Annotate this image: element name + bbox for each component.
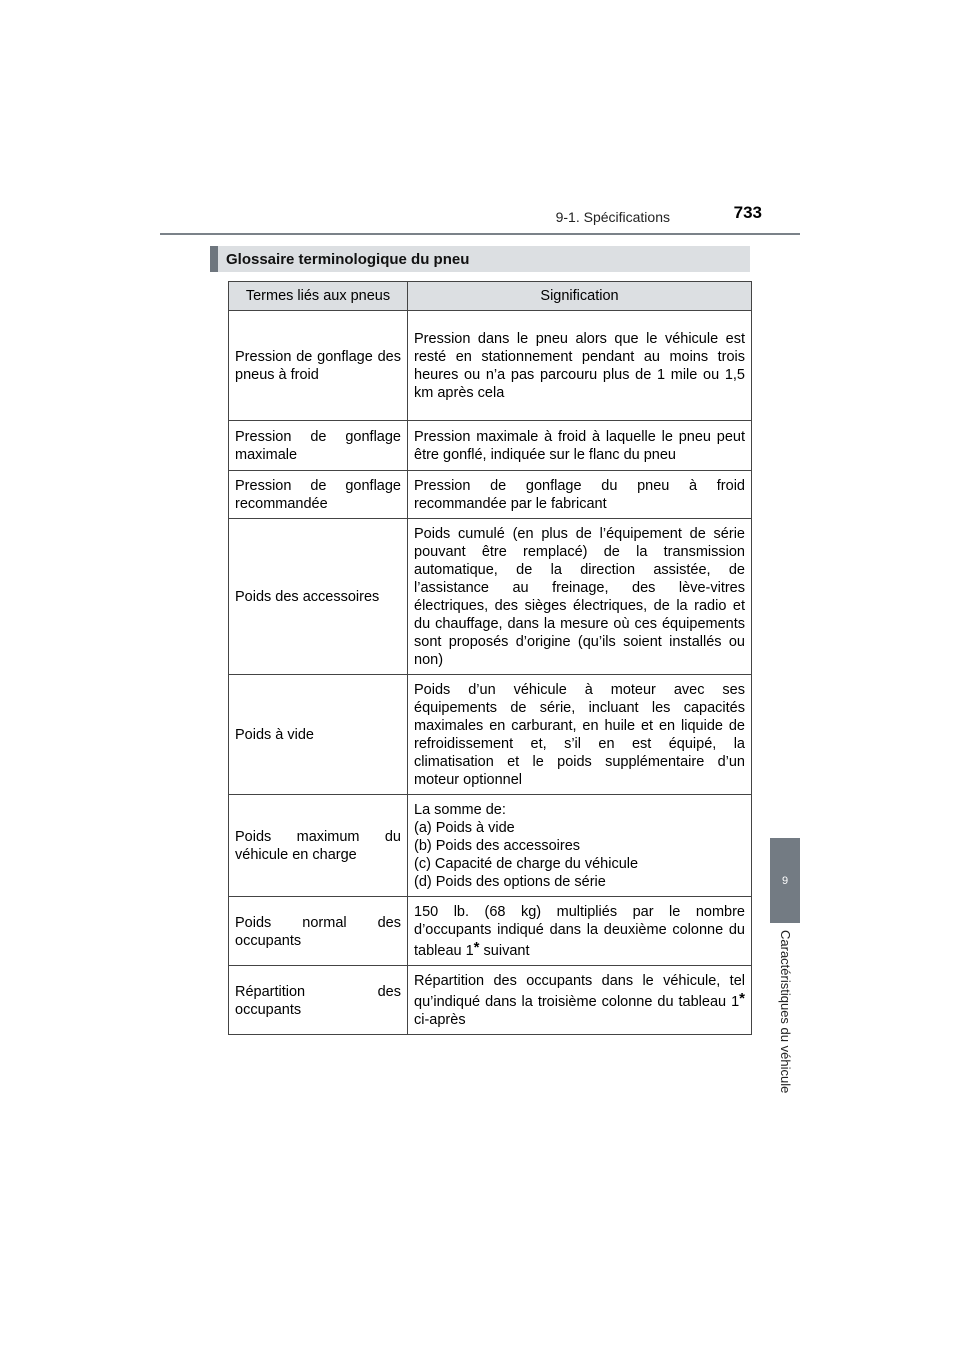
meaning-text: 150 lb. (68 kg) multipliés par le nombre d’occupants indiqué dans la deuxième colonne du tableau 1 bbox=[414, 904, 745, 959]
term-cell: Pression de gonflage des pneus à froid bbox=[229, 311, 408, 421]
term-cell: Répartition des occupants bbox=[229, 966, 408, 1035]
meaning-line: La somme de: bbox=[414, 802, 506, 818]
chapter-number: 9 bbox=[781, 874, 789, 887]
meaning-text-end: ci-après bbox=[414, 1012, 466, 1028]
meaning-cell: Pression maximale à froid à laquelle le pneu peut être gonflé, indiquée sur le flanc du pneu bbox=[408, 421, 752, 471]
table-row bbox=[229, 471, 752, 519]
table-row bbox=[229, 966, 752, 1035]
page-number: 733 bbox=[733, 203, 762, 222]
table-row bbox=[229, 519, 752, 675]
meaning-cell: Poids cumulé (en plus de l’équipement de série pouvant être remplacé) de la transmission automatique, de la direction assistée, de l’assistance au freinage, des lève-vitres électriques, des sièges électriques, de la radio et du chauffage, dans la mesure où ces équipements sont proposés d’origine (qu’ils soient installés ou non) bbox=[408, 519, 752, 675]
meaning-cell bbox=[408, 897, 752, 966]
term-cell: Poids normal des occupants bbox=[229, 897, 408, 966]
tire-glossary-table bbox=[228, 281, 752, 1035]
table-row bbox=[229, 897, 752, 966]
term-cell: Pression de gonflage recommandée bbox=[229, 471, 408, 519]
table-row bbox=[229, 311, 752, 421]
table-row bbox=[229, 421, 752, 471]
section-heading-text: Glossaire terminologique du pneu bbox=[226, 250, 470, 268]
meaning-line: (c) Capacité de charge du véhicule bbox=[414, 856, 639, 872]
term-cell: Pression de gonflage maximale bbox=[229, 421, 408, 471]
column-header-meaning: Signification bbox=[408, 282, 752, 311]
header-divider bbox=[160, 233, 800, 235]
table-row bbox=[229, 675, 752, 795]
footnote-star: * bbox=[473, 939, 480, 956]
chapter-tab bbox=[770, 838, 800, 923]
meaning-text: Répartition des occupants dans le véhicule, tel qu’indiqué dans la troisième colonne du tableau 1 bbox=[414, 973, 745, 1010]
meaning-line: (d) Poids des options de série bbox=[414, 874, 606, 890]
meaning-text-end: suivant bbox=[479, 943, 530, 959]
meaning-cell: Pression dans le pneu alors que le véhicule est resté en stationnement pendant au moins trois heures ou n’a pas parcouru plus de 1 mile ou 1,5 km après cela bbox=[408, 311, 752, 421]
chapter-title: Caractéristiques du véhicule bbox=[778, 930, 793, 1094]
meaning-cell: Poids d’un véhicule à moteur avec ses équipements de série, incluant les capacités maximales en carburant, en huile et en liquide de refroidissement et, s’il en est équipé, la climatisation et le poids supplémentaire d’un moteur optionnel bbox=[408, 675, 752, 795]
meaning-line: (b) Poids des accessoires bbox=[414, 838, 581, 854]
running-header-section: 9-1. Spécifications bbox=[555, 209, 670, 225]
column-header-terms: Termes liés aux pneus bbox=[229, 282, 408, 311]
footnote-star: * bbox=[739, 990, 745, 1007]
meaning-cell bbox=[408, 795, 752, 897]
table-row bbox=[229, 795, 752, 897]
meaning-cell bbox=[408, 966, 752, 1035]
section-heading bbox=[210, 246, 750, 272]
meaning-line: (a) Poids à vide bbox=[414, 820, 515, 836]
term-cell: Poids maximum du véhicule en charge bbox=[229, 795, 408, 897]
term-cell: Poids à vide bbox=[229, 675, 408, 795]
table-header-row bbox=[229, 282, 752, 311]
term-cell: Poids des accessoires bbox=[229, 519, 408, 675]
meaning-cell: Pression de gonflage du pneu à froid recommandée par le fabricant bbox=[408, 471, 752, 519]
